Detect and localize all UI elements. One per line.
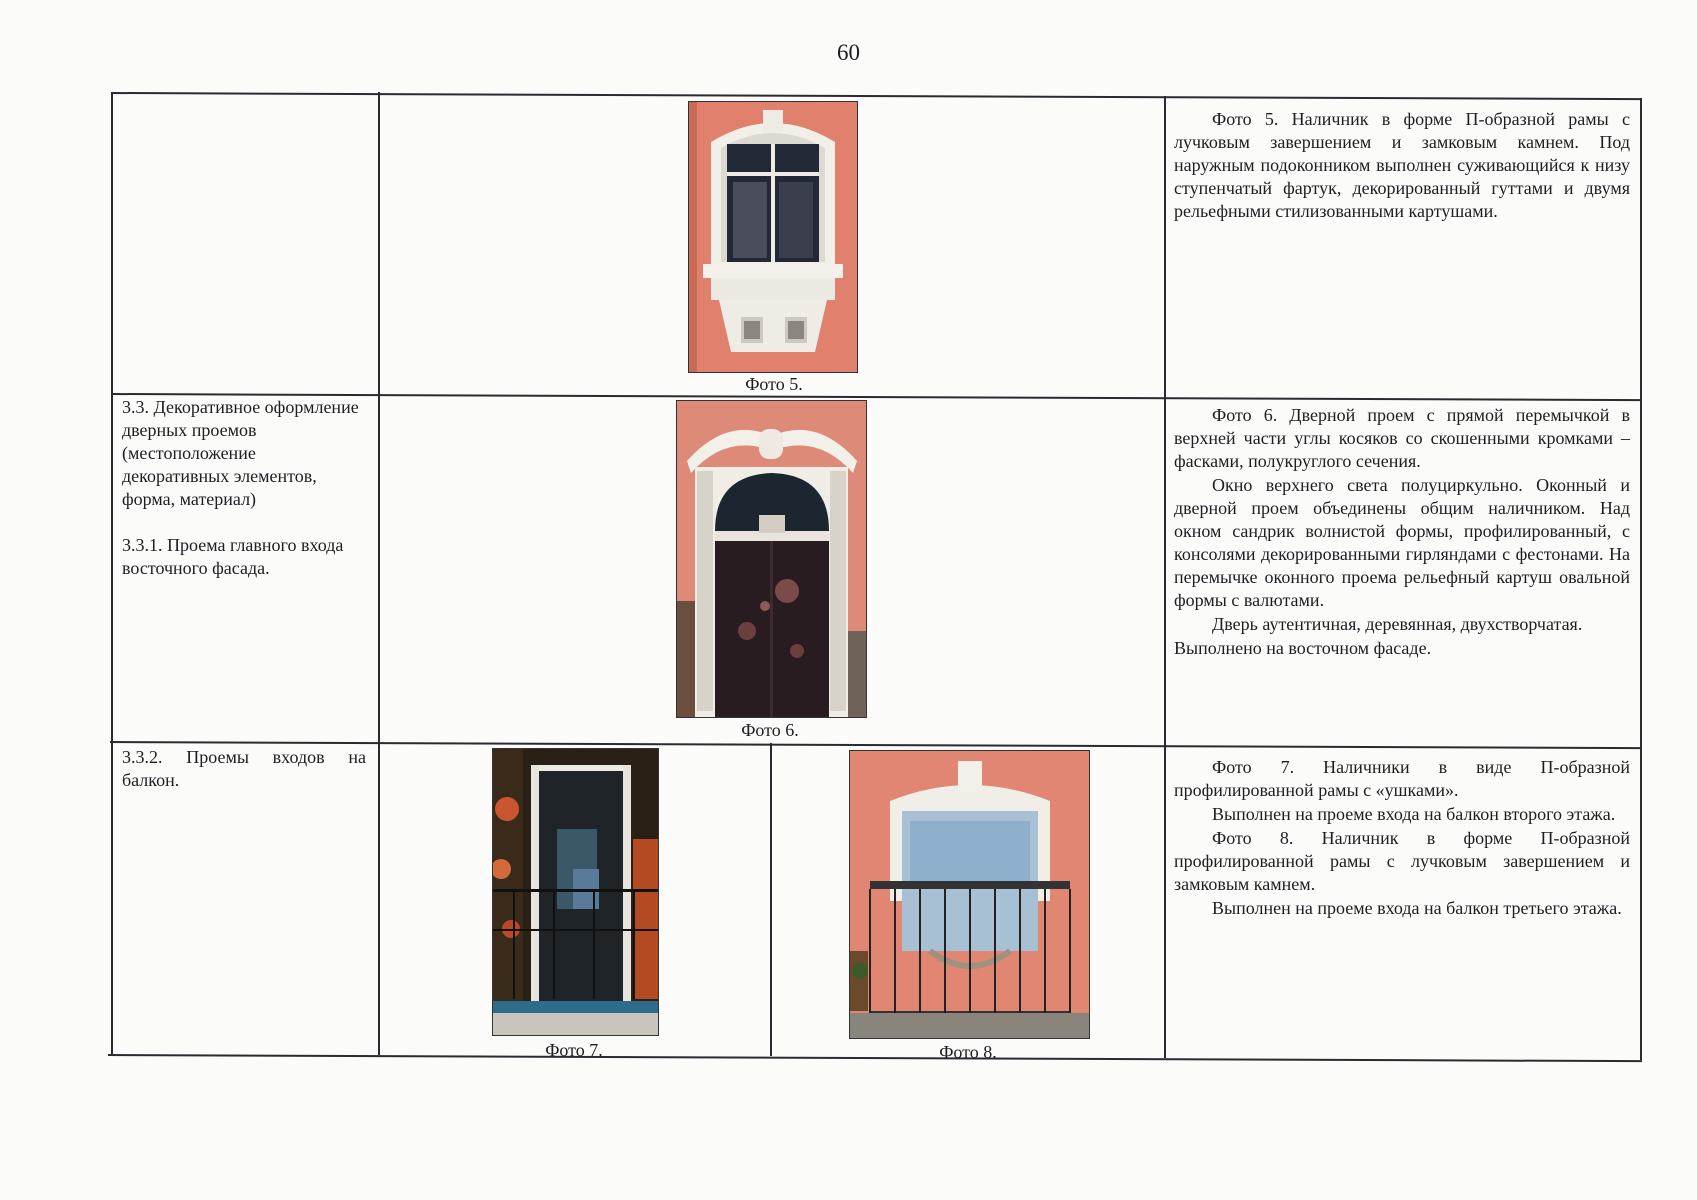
row-1-description — [1174, 108, 1630, 223]
window-pediment-photo — [688, 101, 858, 373]
description-paragraph: Фото 7. Наличники в виде П-образной профилированной рамы с «ушками». — [1174, 757, 1630, 800]
description-paragraph: Дверь аутентичная, деревянная, двухстворчатая. — [1212, 614, 1583, 634]
section-3-3-1-title: 3.3.1. Проема главного входа восточного фасада. — [122, 535, 344, 578]
balcony-door-photo-8 — [849, 750, 1090, 1039]
photo-8-caption: Фото 8. — [939, 1042, 997, 1062]
description-paragraph: Выполнен на проеме входа на балкон третьего этажа. — [1212, 898, 1622, 918]
photo-5-caption: Фото 5. — [745, 374, 803, 394]
row-3-label — [122, 746, 366, 792]
row-3-description — [1174, 756, 1630, 920]
section-3-3-2-title: 3.3.2. Проемы входов на балкон. — [122, 747, 366, 790]
description-paragraph: Фото 5. Наличник в форме П-образной рамы с лучковым завершением и замковым камнем. Под наружным подоконником выполнен суживающийся к низу ступенчатый фартук, декорированный гуттами и двумя рельефными стилизованными картушами. — [1174, 109, 1630, 221]
section-3-3-title: 3.3. Декоративное оформление дверных проемов (местоположение декоративных элементов, форма, материал) — [122, 397, 359, 509]
page-number: 60 — [837, 40, 860, 65]
description-paragraph: Фото 8. Наличник в форме П-образной профилированной рамы с лучковым завершением и замковым камнем. — [1174, 828, 1630, 894]
description-paragraph: Выполнено на восточном фасаде. — [1174, 638, 1432, 658]
description-paragraph: Окно верхнего света полуциркульно. Оконный и дверной проем объединены общим наличником. Над окном сандрик волнистой формы, профилированный, с консолями декорированными гирляндами с фестонами. На перемычке оконного проема рельефный картуш овальной формы с валютами. — [1174, 475, 1630, 610]
description-paragraph: Выполнен на проеме входа на балкон второго этажа. — [1212, 804, 1616, 824]
row-2-label — [122, 396, 364, 580]
description-paragraph: Фото 6. Дверной проем с прямой перемычкой в верхней части углы косяков со скошенными кромками – фасками, полукруглого сечения. — [1174, 405, 1630, 471]
balcony-door-photo-7 — [492, 748, 659, 1036]
photo-6-caption: Фото 6. — [741, 720, 799, 740]
photo-7-caption: Фото 7. — [545, 1040, 603, 1060]
arched-door-photo — [676, 400, 867, 718]
row-2-description — [1174, 404, 1630, 660]
